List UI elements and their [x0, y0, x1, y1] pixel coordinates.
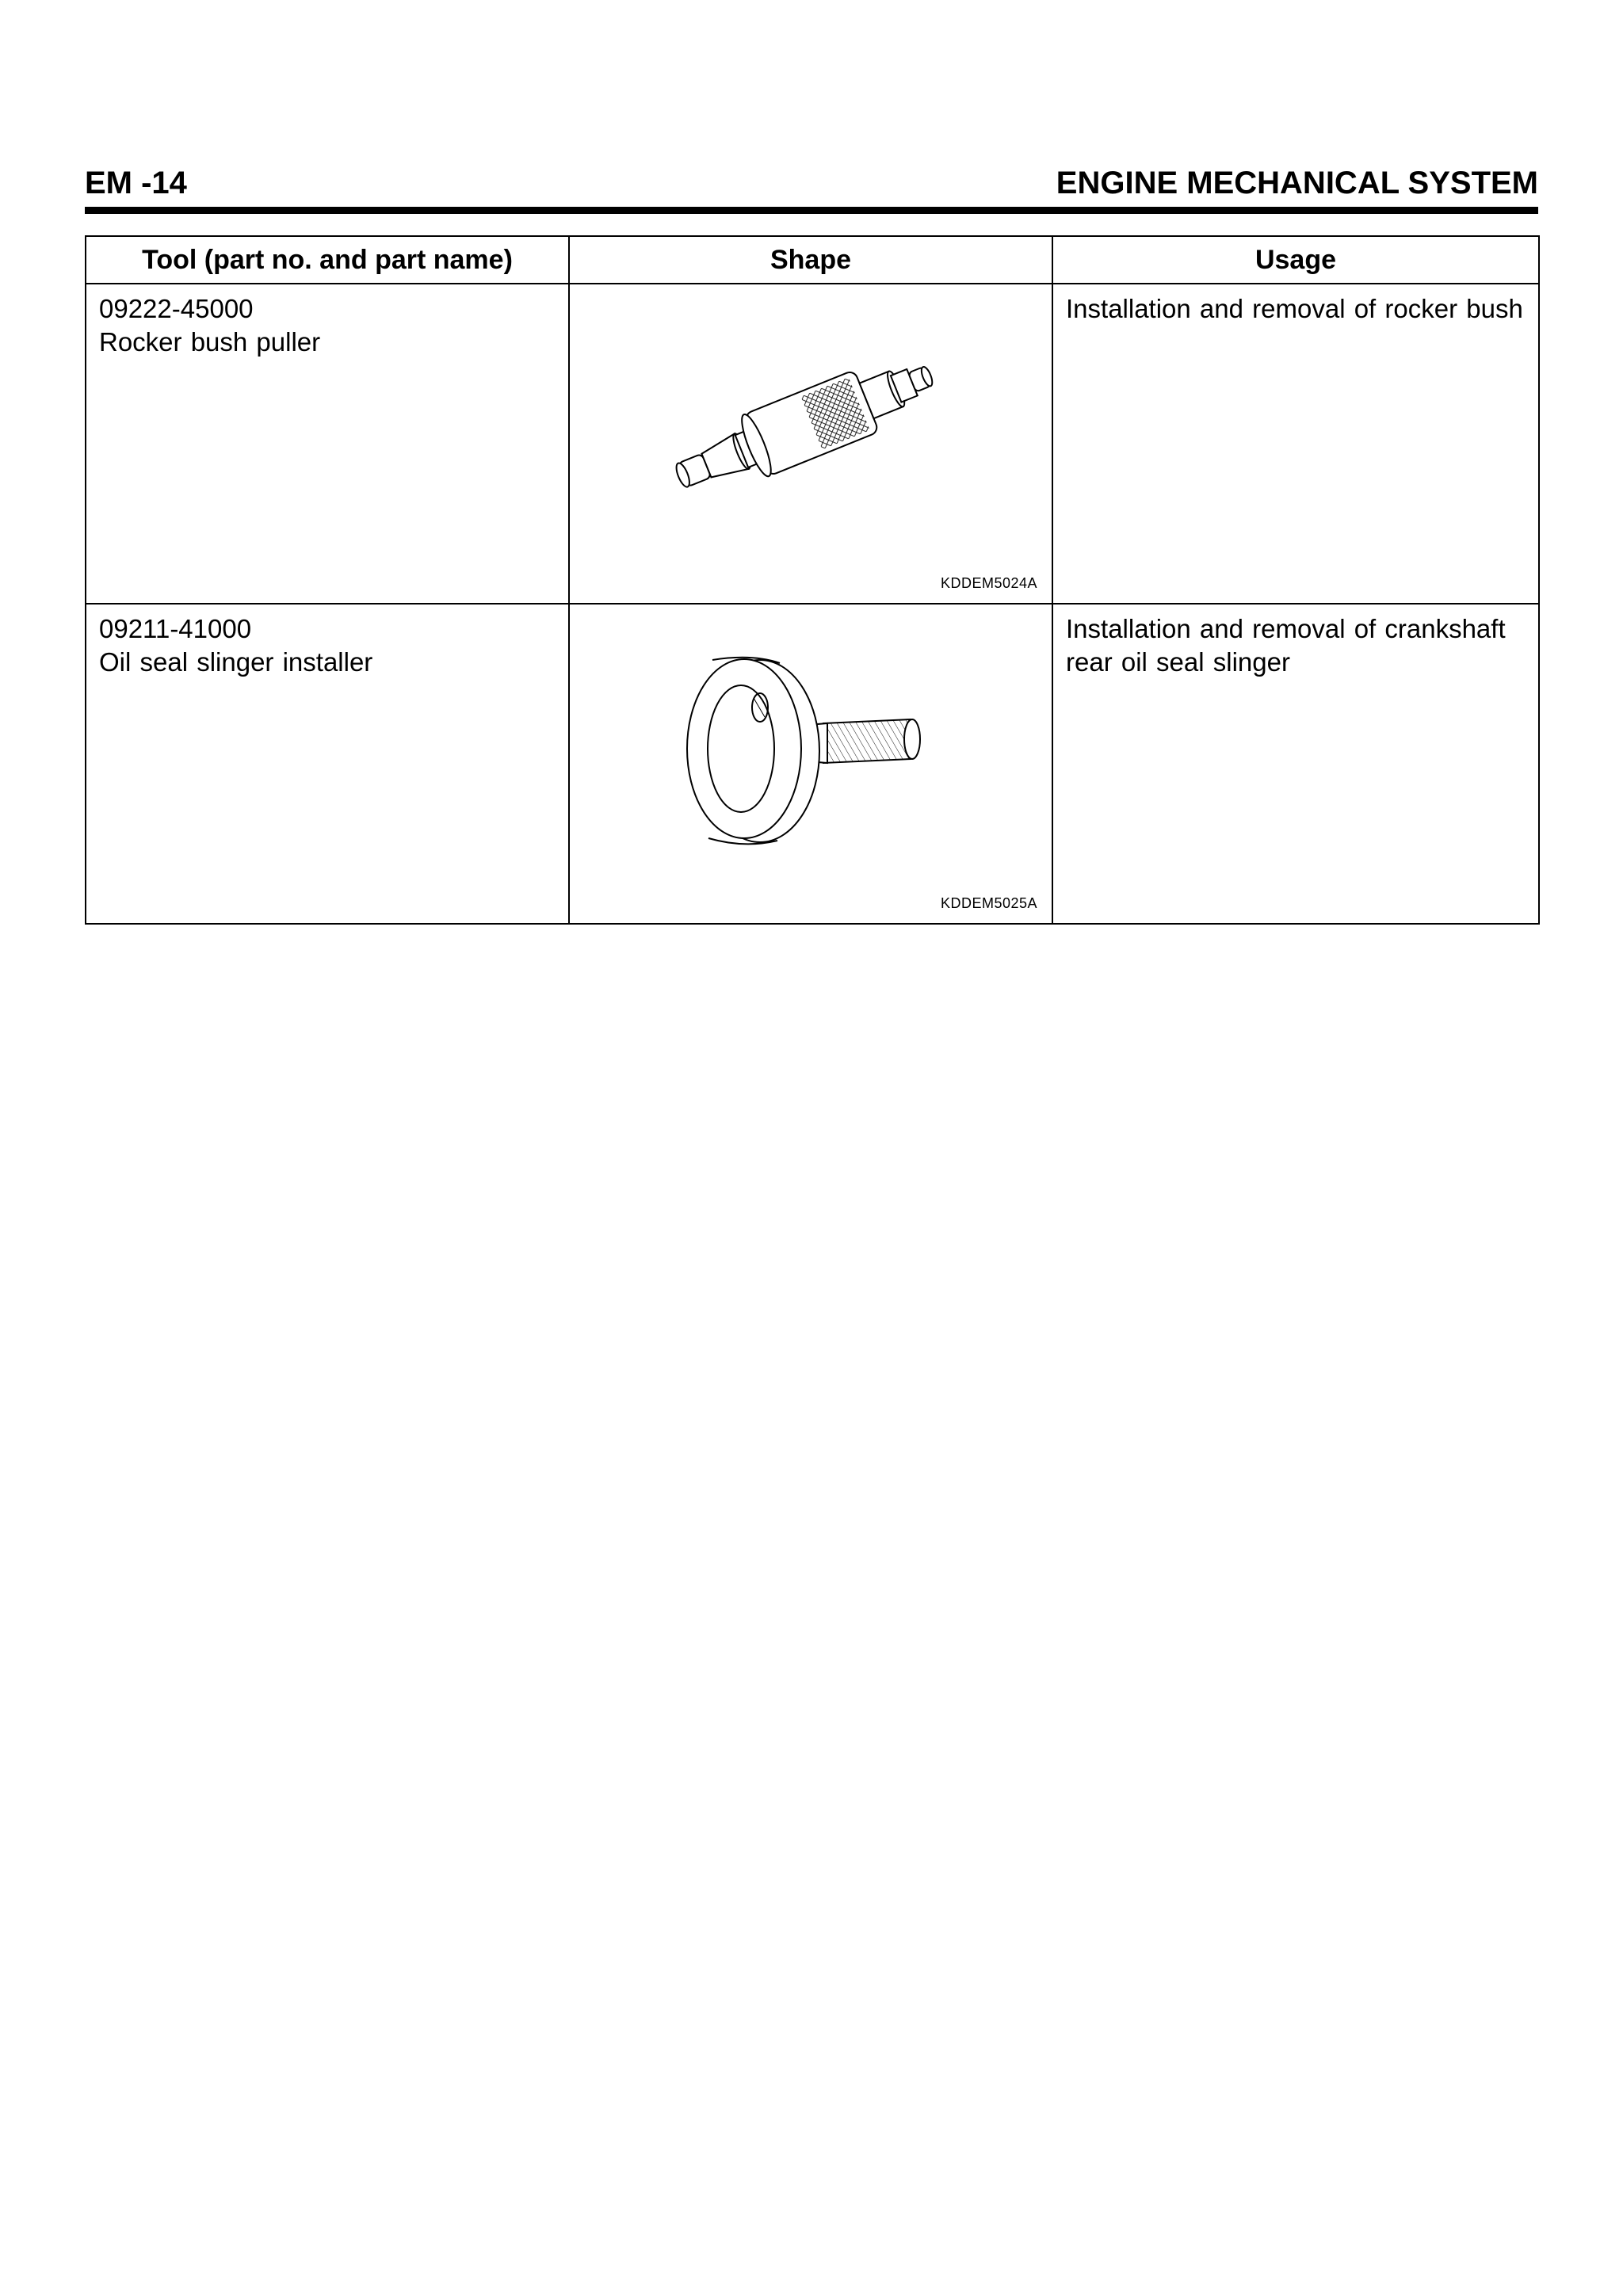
oil-seal-slinger-installer-drawing	[570, 605, 1053, 923]
page-number: EM -14	[85, 166, 187, 200]
usage-text: Installation and removal of crankshaft rear oil seal slinger	[1066, 614, 1506, 677]
shape-cell	[569, 284, 1052, 604]
usage-text: Installation and removal of rocker bush	[1066, 294, 1523, 323]
page-header	[85, 162, 1538, 210]
figure-code: KDDEM5025A	[940, 895, 1037, 911]
shape-cell	[569, 604, 1052, 924]
special-tools-table	[85, 235, 1540, 925]
tool-cell	[86, 604, 569, 924]
part-number: 09211-41000	[99, 614, 252, 643]
part-name: Rocker bush puller	[99, 327, 321, 357]
usage-cell	[1052, 604, 1539, 924]
column-header-shape: Shape	[569, 236, 1052, 284]
figure-code: KDDEM5024A	[940, 575, 1037, 591]
tool-cell	[86, 284, 569, 604]
header-rule	[85, 207, 1538, 214]
part-number: 09222-45000	[99, 294, 254, 323]
usage-cell	[1052, 284, 1539, 604]
rocker-bush-puller-drawing	[570, 284, 1053, 603]
table-header-row	[86, 236, 1539, 284]
column-header-tool: Tool (part no. and part name)	[86, 236, 569, 284]
column-header-usage: Usage	[1052, 236, 1539, 284]
table-row	[86, 604, 1539, 924]
table-row	[86, 284, 1539, 604]
part-name: Oil seal slinger installer	[99, 647, 373, 677]
section-title: ENGINE MECHANICAL SYSTEM	[1056, 166, 1538, 200]
